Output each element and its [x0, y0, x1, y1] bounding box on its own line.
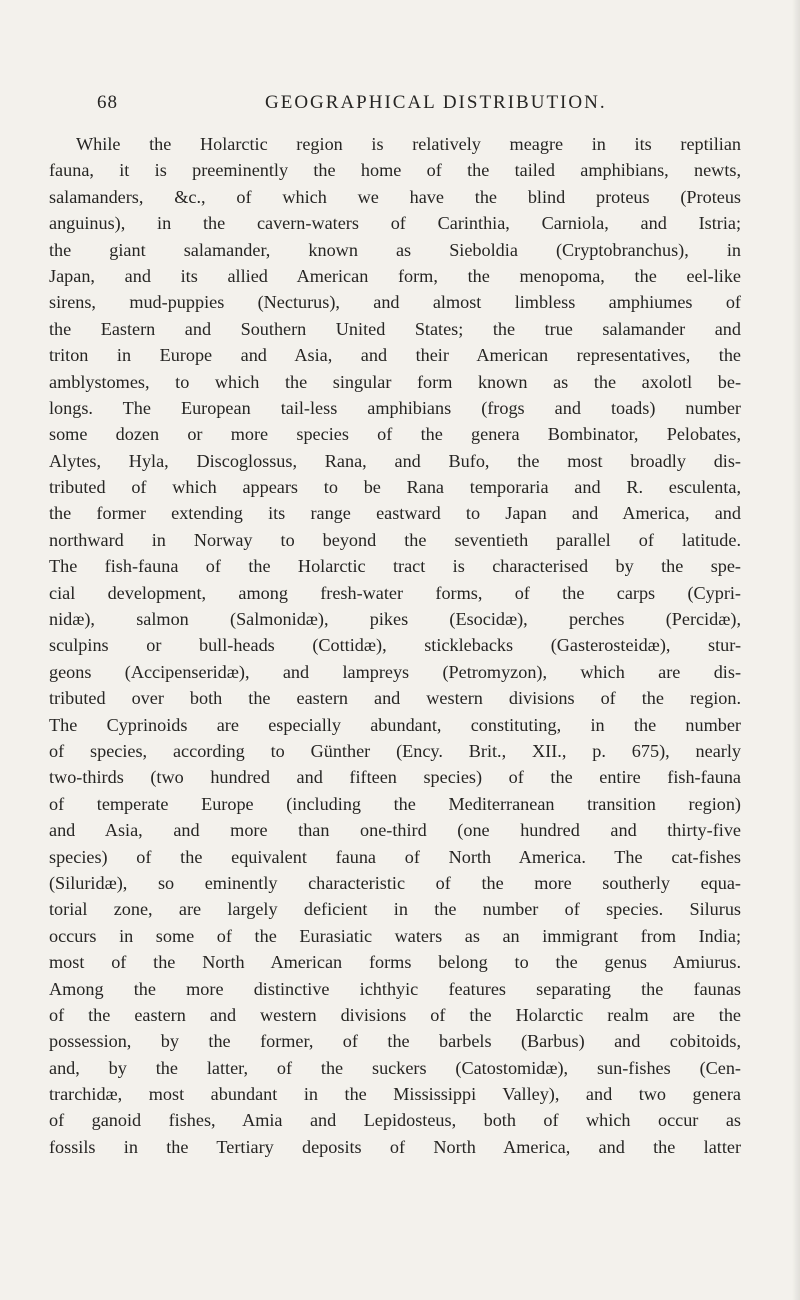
text-line: fossils in the Tertiary deposits of North America, and the latter [49, 1136, 741, 1157]
text-line: The Cyprinoids are especially abundant, constituting, in the number [49, 714, 741, 735]
text-line: sculpins or bull-heads (Cottidæ), sticklebacks (Gasterosteidæ), stur- [49, 635, 741, 656]
text-line: longs. The European tail-less amphibians (frogs and toads) number [49, 397, 741, 418]
text-line: species) of the equivalent fauna of North America. The cat-fishes [49, 846, 741, 867]
text-line: cial development, among fresh-water forms, of the carps (Cypri- [49, 582, 741, 603]
text-line: the Eastern and Southern United States; the true salamander and [49, 318, 741, 339]
text-line: most of the North American forms belong to the genus Amiurus. [49, 952, 741, 973]
running-title: GEOGRAPHICAL DISTRIBUTION. [265, 92, 607, 113]
text-line: of temperate Europe (including the Mediterranean transition region) [49, 793, 741, 814]
text-line: geons (Accipenseridæ), and lampreys (Petromyzon), which are dis- [49, 661, 741, 682]
page-edge [792, 0, 800, 1300]
text-line: torial zone, are largely deficient in the number of species. Silurus [49, 899, 741, 920]
text-line: Among the more distinctive ichthyic features separating the faunas [49, 978, 741, 999]
text-line: Alytes, Hyla, Discoglossus, Rana, and Bufo, the most broadly dis- [49, 450, 741, 471]
text-line: trarchidæ, most abundant in the Mississippi Valley), and two genera [49, 1084, 741, 1105]
text-line: tributed over both the eastern and western divisions of the region. [49, 688, 741, 709]
page-header [97, 92, 721, 122]
text-line: of the eastern and western divisions of the Holarctic realm are the [49, 1004, 741, 1025]
text-line: possession, by the former, of the barbels (Barbus) and cobitoids, [49, 1031, 741, 1052]
text-line: (Siluridæ), so eminently characteristic of the more southerly equa- [49, 872, 741, 893]
text-line: tributed of which appears to be Rana temporaria and R. esculenta, [49, 477, 741, 498]
text-line: fauna, it is preeminently the home of the tailed amphibians, newts, [49, 160, 741, 181]
page-number: 68 [97, 92, 118, 113]
text-line: sirens, mud-puppies (Necturus), and almost limbless amphiumes of [49, 292, 741, 313]
text-line: the giant salamander, known as Sieboldia (Cryptobranchus), in [49, 239, 741, 260]
text-line: anguinus), in the cavern-waters of Carinthia, Carniola, and Istria; [49, 213, 741, 234]
text-line: nidæ), salmon (Salmonidæ), pikes (Esocidæ), perches (Percidæ), [49, 609, 741, 630]
text-line: amblystomes, to which the singular form known as the axolotl be- [49, 371, 741, 392]
text-line: triton in Europe and Asia, and their American representatives, the [49, 345, 741, 366]
text-line: While the Holarctic region is relatively meagre in its reptilian [76, 134, 741, 154]
text-line: occurs in some of the Eurasiatic waters as an immigrant from India; [49, 925, 741, 946]
text-line: Japan, and its allied American form, the menopoma, the eel-like [49, 265, 741, 286]
text-line: and Asia, and more than one-third (one hundred and thirty-five [49, 820, 741, 841]
text-line: salamanders, &c., of which we have the blind proteus (Proteus [49, 186, 741, 207]
text-line: The fish-fauna of the Holarctic tract is characterised by the spe- [49, 556, 741, 577]
text-line: the former extending its range eastward to Japan and America, and [49, 503, 741, 524]
text-line: and, by the latter, of the suckers (Catostomidæ), sun-fishes (Cen- [49, 1057, 741, 1078]
text-line: some dozen or more species of the genera Bombinator, Pelobates, [49, 424, 741, 445]
text-line: two-thirds (two hundred and fifteen species) of the entire fish-fauna [49, 767, 741, 788]
body-text [49, 131, 741, 1160]
text-line: northward in Norway to beyond the seventieth parallel of latitude. [49, 529, 741, 550]
text-line: of ganoid fishes, Amia and Lepidosteus, both of which occur as [49, 1110, 741, 1131]
text-line: of species, according to Günther (Ency. Brit., XII., p. 675), nearly [49, 740, 741, 761]
